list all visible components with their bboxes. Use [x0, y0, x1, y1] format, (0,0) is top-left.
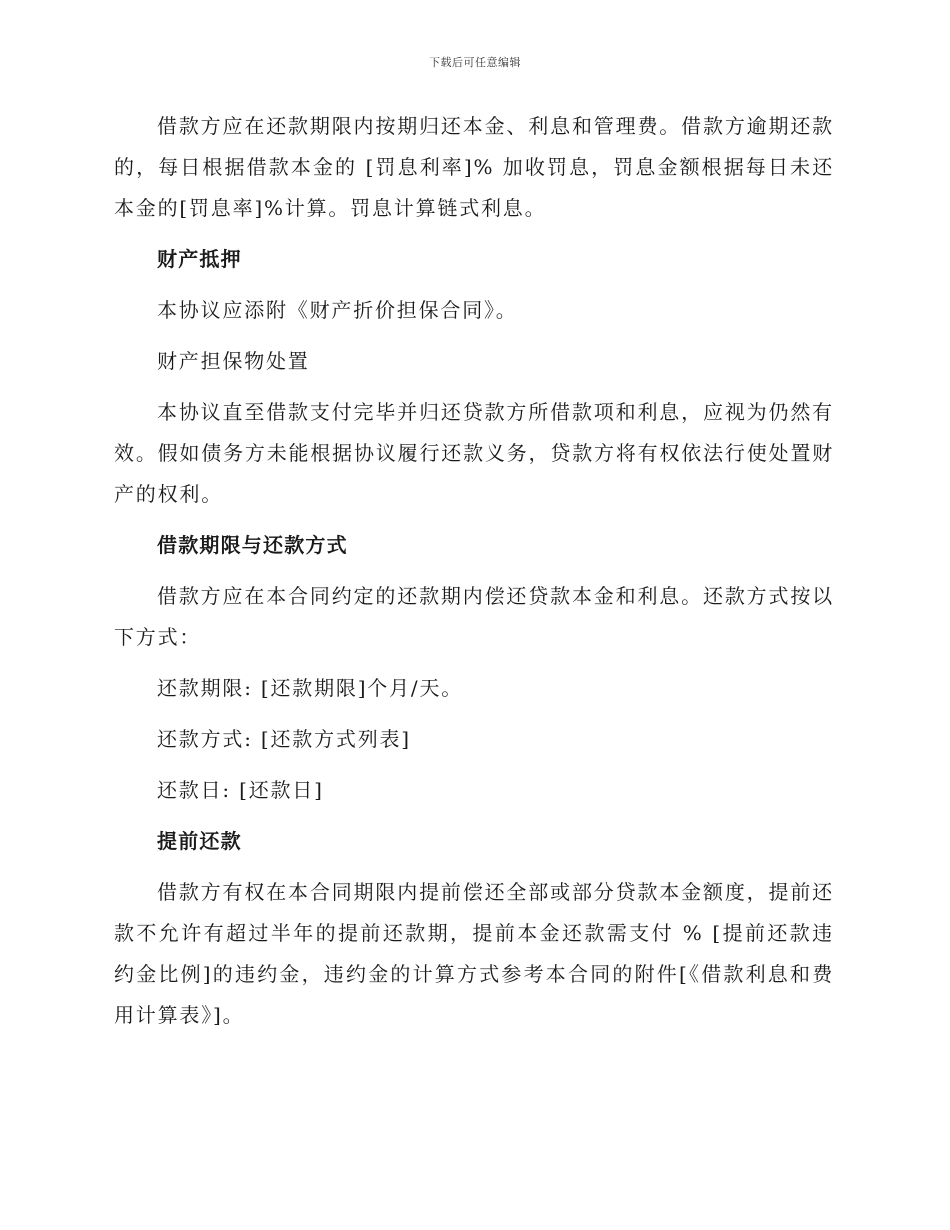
section-heading-property-mortgage: 财产抵押 [157, 247, 242, 271]
line-repayment-term: 还款期限: [还款期限]个月/天。 [157, 676, 464, 700]
line-repayment-method: 还款方式: [还款方式列表] [157, 727, 411, 751]
paragraph-agreement-validity: 本协议直至借款支付完毕并归还贷款方所借款项和利息，应视为仍然有效。假如债务方未能根据协议履行还款义务，贷款方将有权依法行使处置财产的权利。 [114, 400, 834, 506]
page-header: 下载后可任意编辑 [429, 56, 521, 69]
subheading-collateral-disposal: 财产担保物处置 [157, 349, 310, 373]
section-heading-early-repayment: 提前还款 [157, 829, 242, 853]
paragraph-attachment: 本协议应添附《财产折价担保合同》。 [157, 298, 518, 322]
document-body [114, 106, 834, 1036]
line-repayment-date: 还款日: [还款日] [157, 778, 324, 802]
section-heading-loan-term: 借款期限与还款方式 [157, 533, 348, 557]
paragraph-repayment-intro: 借款方应在本合同约定的还款期内偿还贷款本金和利息。还款方式按以下方式： [114, 584, 834, 649]
paragraph-overdue-penalty: 借款方应在还款期限内按期归还本金、利息和管理费。借款方逾期还款的，每日根据借款本金的 [罚息利率]% 加收罚息，罚息金额根据每日未还本金的[罚息率]%计算。罚息计算链式利息。 [114, 114, 834, 220]
paragraph-early-repayment: 借款方有权在本合同期限内提前偿还全部或部分贷款本金额度，提前还款不允许有超过半年的提前还款期，提前本金还款需支付 % [提前还款违约金比例]的违约金，违约金的计算方式参考本合同的附件[《借款利息和费用计算表》]。 [114, 880, 834, 1027]
